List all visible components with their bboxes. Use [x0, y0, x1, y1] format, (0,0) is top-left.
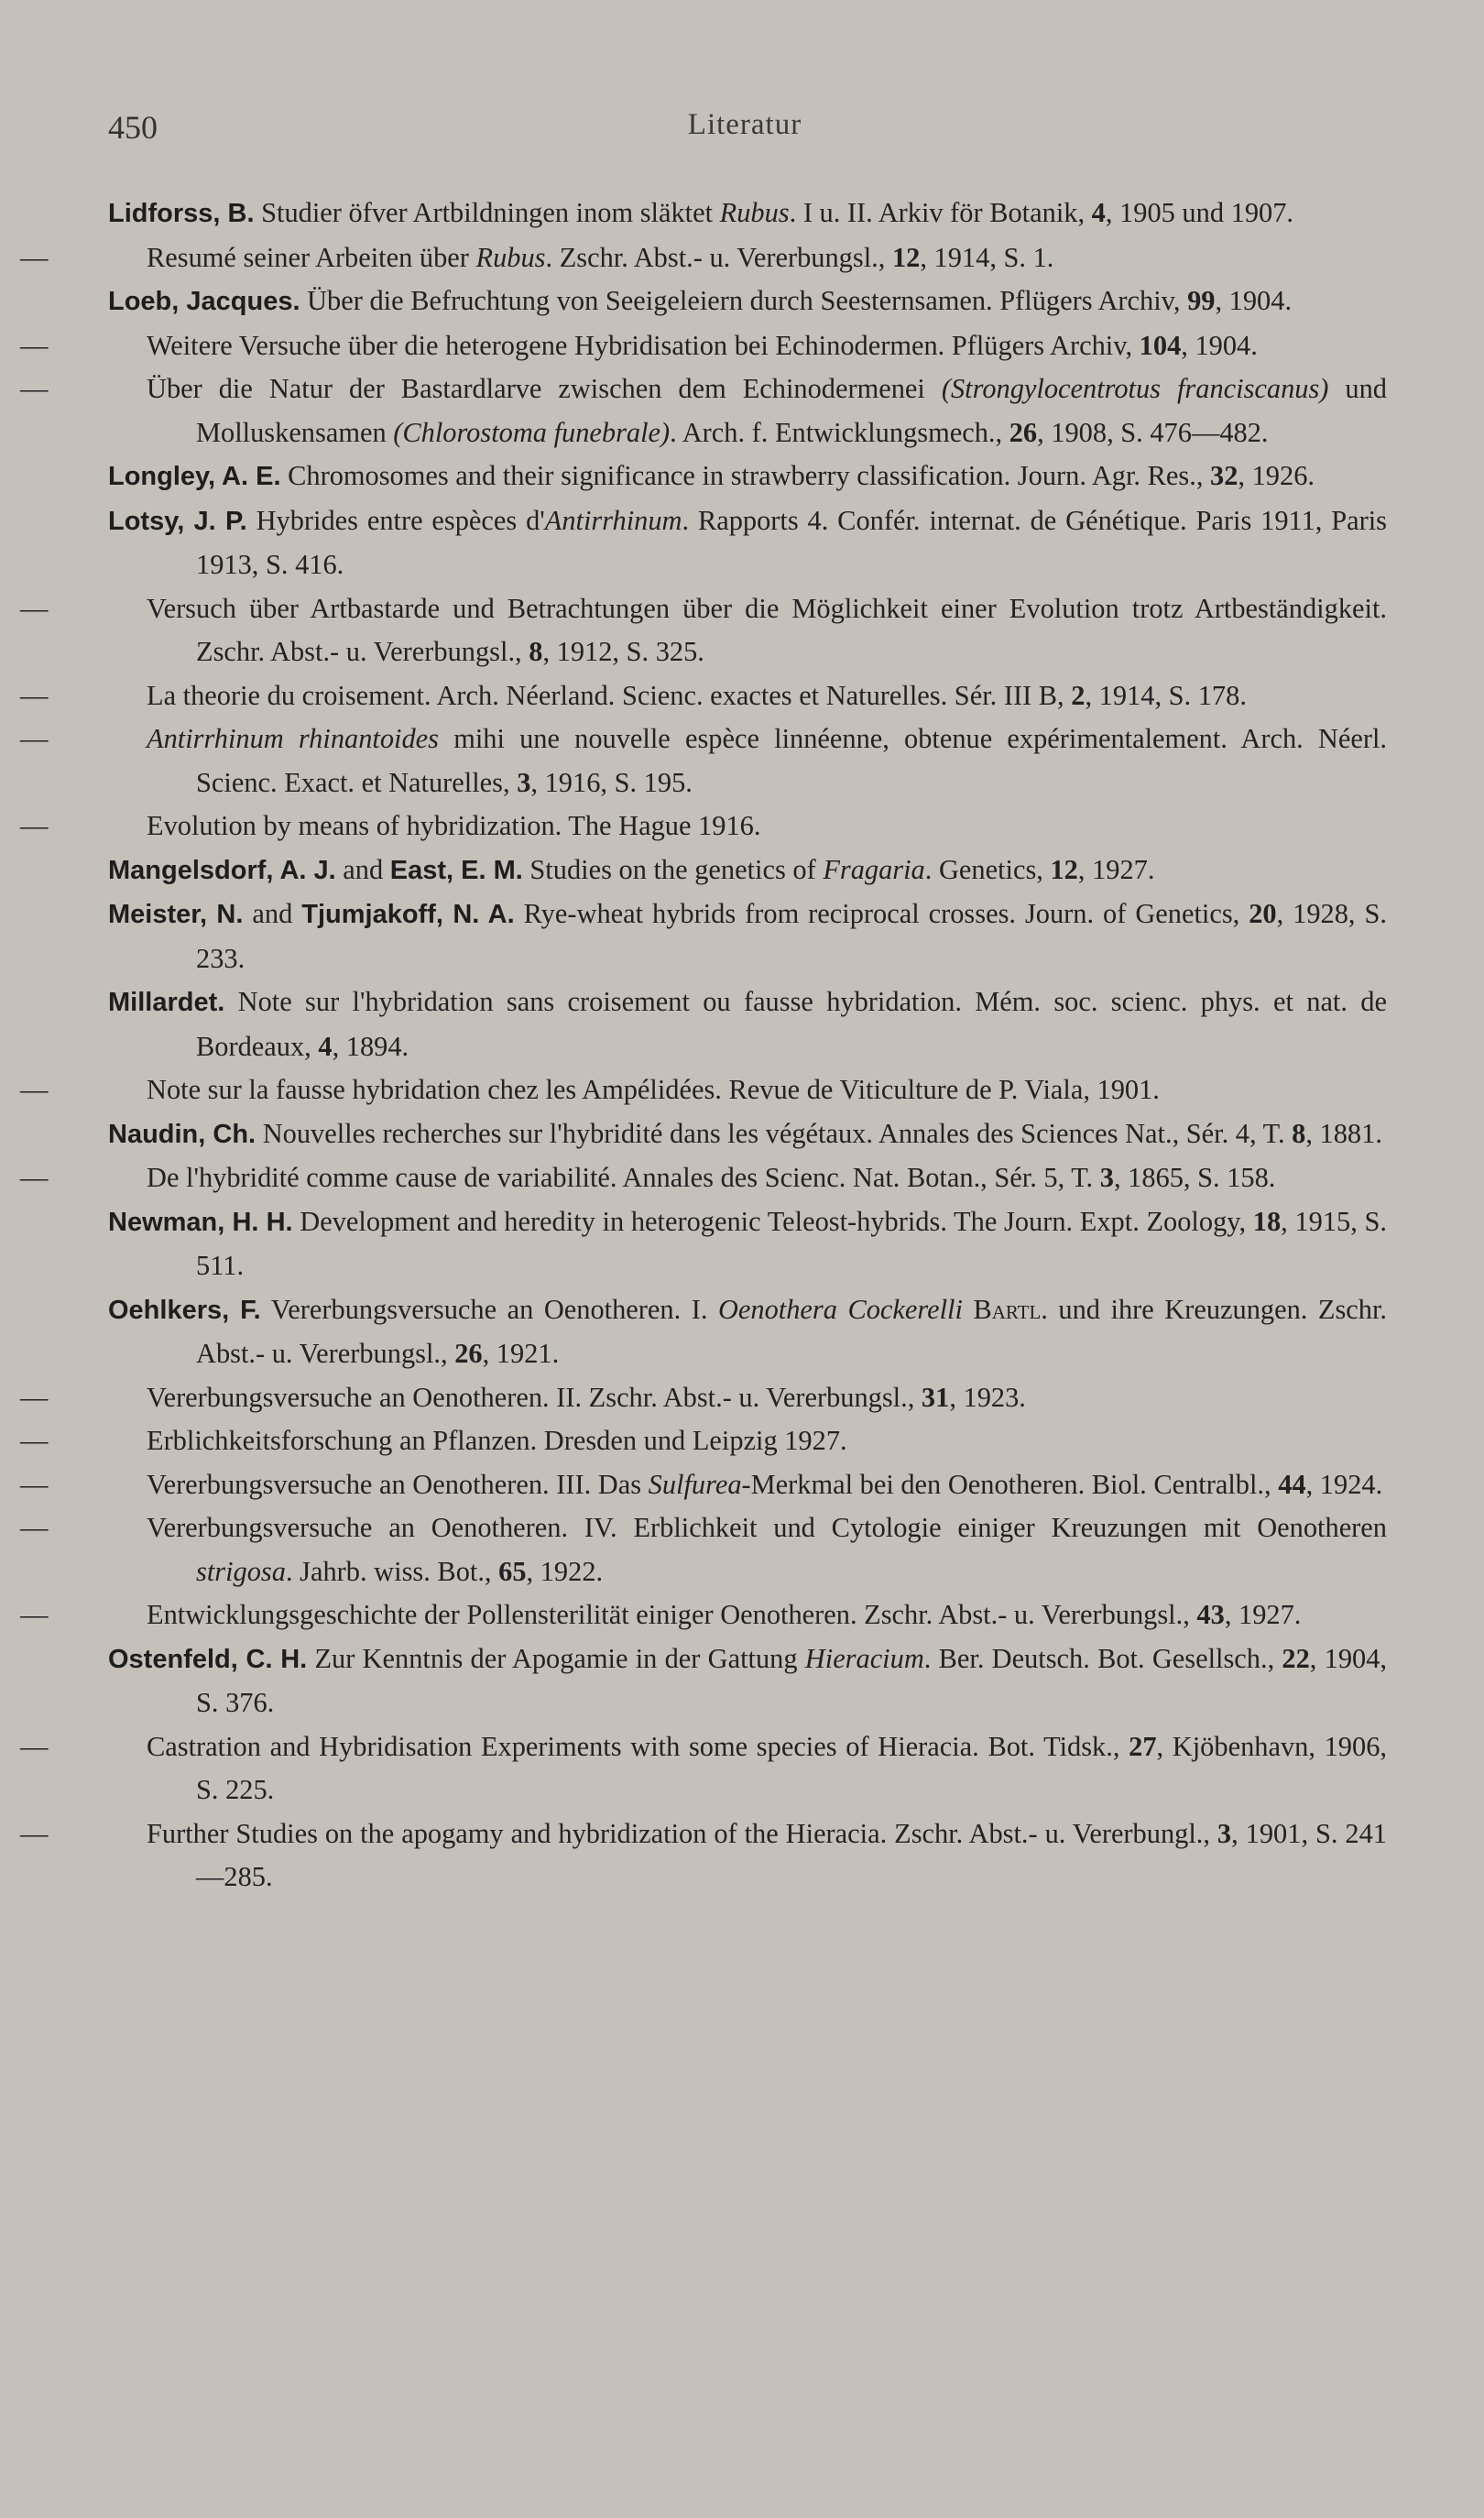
bibliography-entry — [20, 1419, 1387, 1463]
entry-text: , 1914, S. 1. — [920, 241, 1054, 273]
volume-number: 4 — [318, 1030, 333, 1062]
bibliography-entry — [108, 499, 1387, 587]
ditto-dash: — — [20, 723, 49, 754]
entry-text: . Zschr. Abst.- u. Vererbungsl., — [545, 241, 892, 273]
entry-author: Longley, A. E. — [108, 462, 281, 491]
entry-author: Loeb, Jacques. — [108, 287, 300, 316]
entry-text: , 1904. — [1215, 285, 1293, 316]
volume-number: 65 — [498, 1555, 527, 1587]
entry-text: , 1904. — [1181, 329, 1258, 361]
bibliography-entry — [108, 848, 1387, 893]
entry-text: Nouvelles recherches sur l'hybridité dans les végétaux. Annales des Sciences Nat., Sér. 4, T. — [256, 1117, 1293, 1149]
entry-text: , 1922. — [526, 1555, 604, 1587]
ditto-dash: — — [20, 1730, 49, 1762]
ditto-dash: — — [20, 1599, 49, 1630]
entry-text: , 1915, S. 511. — [196, 1205, 1388, 1281]
volume-number: 12 — [891, 241, 921, 273]
bibliography-entry — [108, 279, 1387, 324]
bibliography-entry — [108, 454, 1387, 499]
entry-text: Note sur l'hybridation sans croisement ou fausse hybridation. Mém. soc. scienc. phys. et nat. de Bordeaux, — [196, 986, 1387, 1062]
entry-text: , 1928, S. 233. — [196, 898, 1387, 974]
ditto-dash: — — [20, 1512, 49, 1543]
entry-text: , 1921. — [482, 1338, 560, 1369]
entry-text: Studies on the genetics of — [522, 853, 824, 885]
bibliography-entry — [108, 1200, 1387, 1288]
ditto-dash: — — [20, 1162, 49, 1193]
entry-text: Chromosomes and their significance in strawberry classification. Journ. Agr. Res., — [280, 460, 1211, 491]
bibliography-entry — [20, 1725, 1387, 1812]
bibliography-entry — [108, 892, 1387, 980]
ditto-dash: — — [20, 1817, 49, 1849]
entry-text: Hybrides entre espèces d' — [246, 504, 545, 536]
entry-text: Entwicklungsgeschichte der Pollensterilität einiger Oenotheren. Zschr. Abst.- u. Vererbungsl., — [147, 1599, 1197, 1630]
entry-text: . Ber. Deutsch. Bot. Gesellsch., — [923, 1642, 1282, 1674]
entry-text: Vererbungsversuche an Oenotheren. II. Zschr. Abst.- u. Vererbungsl., — [147, 1381, 922, 1413]
ditto-dash: — — [20, 810, 49, 841]
ditto-dash: — — [20, 373, 49, 404]
entry-text: Note sur la fausse hybridation chez les Ampélidées. Revue de Viticulture de P. Viala, 1901. — [147, 1074, 1160, 1105]
entry-text: Vererbungsversuche an Oenotheren. I. — [260, 1293, 718, 1325]
ditto-dash: — — [20, 241, 49, 273]
italic-title: strigosa — [196, 1555, 286, 1587]
entry-text: Development and heredity in heterogenic Teleost-hybrids. The Journ. Expt. Zoology, — [292, 1205, 1253, 1237]
entry-author: Millardet. — [108, 988, 225, 1017]
volume-number: 31 — [921, 1381, 950, 1413]
ditto-dash: — — [20, 1381, 49, 1413]
entry-text: and — [243, 898, 302, 929]
entry-text: , 1926. — [1238, 460, 1315, 491]
bibliography-entry — [108, 1288, 1387, 1376]
entry-text: Resumé seiner Arbeiten über — [147, 241, 476, 273]
entry-text: Rye-wheat hybrids from reciprocal crosses. Journ. of Genetics, — [514, 898, 1249, 929]
bibliography-entry — [20, 1812, 1388, 1899]
volume-number: 43 — [1196, 1599, 1225, 1630]
entry-text: and — [335, 853, 390, 885]
volume-number: 18 — [1252, 1205, 1282, 1237]
bibliography-list — [20, 192, 1388, 1899]
entry-text: Studier öfver Artbildningen inom släktet — [254, 197, 720, 228]
entry-author: Lidforss, B. — [108, 199, 255, 228]
page-header — [108, 108, 1381, 158]
ditto-dash: — — [20, 1425, 49, 1456]
entry-text: . Rapports 4. Confér. internat. de Génétique. Paris 1911, Paris 1913, S. 416. — [196, 504, 1388, 580]
italic-title: Sulfurea — [648, 1468, 742, 1500]
page-number: 450 — [108, 109, 158, 146]
entry-text: , 1927. — [1077, 853, 1155, 885]
bibliography-entry — [20, 1593, 1387, 1637]
entry-text: , 1914, S. 178. — [1085, 679, 1247, 711]
author-abbrev: Bartl. — [973, 1293, 1048, 1325]
entry-author: Ostenfeld, C. H. — [108, 1644, 308, 1674]
entry-text: , 1905 und 1907. — [1105, 197, 1293, 228]
entry-text: und ihre Kreuzungen. Zschr. Abst.- u. Vererbungsl., — [196, 1293, 1388, 1369]
entry-text: -Merkmal bei den Oenotheren. Biol. Centralbl., — [741, 1468, 1279, 1500]
entry-text: und Molluskensamen — [196, 373, 1388, 448]
bibliography-entry — [20, 367, 1388, 454]
entry-text: , 1881. — [1305, 1117, 1382, 1149]
entry-text: Versuch über Artbastarde und Betrachtungen über die Möglichkeit einer Evolution trotz Artbeständigkeit. Zschr. Abst.- u. Vererbungsl., — [147, 592, 1387, 667]
entry-text: . Arch. f. Entwicklungsmech., — [670, 416, 1009, 448]
bibliography-entry — [20, 1506, 1387, 1593]
entry-author: Oehlkers, F. — [108, 1295, 261, 1325]
ditto-dash: — — [20, 329, 49, 361]
entry-text: , 1904, S. 376. — [196, 1642, 1388, 1718]
italic-title: Antirrhinum — [544, 504, 682, 536]
volume-number: 22 — [1282, 1642, 1310, 1674]
entry-text: Vererbungsversuche an Oenotheren. IV. Erblichkeit und Cytologie einiger Kreuzungen mit Oenotheren — [147, 1512, 1387, 1543]
volume-number: 104 — [1139, 329, 1182, 361]
italic-title: Antirrhinum rhinantoides — [147, 723, 440, 754]
volume-number: 3 — [1099, 1162, 1114, 1193]
entry-text: , 1865, S. 158. — [1113, 1162, 1276, 1193]
entry-text: Further Studies on the apogamy and hybridization of the Hieracia. Zschr. Abst.- u. Vererbungl., — [147, 1817, 1217, 1849]
italic-title: (Strongylocentrotus franciscanus) — [941, 373, 1329, 404]
volume-number: 27 — [1129, 1730, 1157, 1762]
entry-author: Newman, H. H. — [108, 1207, 293, 1237]
bibliography-entry — [20, 674, 1387, 718]
volume-number: 8 — [1292, 1117, 1306, 1149]
bibliography-entry — [20, 1463, 1387, 1507]
entry-text: Castration and Hybridisation Experiments with some species of Hieracia. Bot. Tidsk., — [147, 1730, 1129, 1762]
volume-number: 4 — [1091, 197, 1106, 228]
entry-text: , 1924. — [1305, 1468, 1383, 1500]
entry-text: Vererbungsversuche an Oenotheren. III. Das — [147, 1468, 649, 1500]
bibliography-entry — [20, 587, 1387, 674]
ditto-dash: — — [20, 1074, 49, 1105]
entry-text: . I u. II. Arkiv för Botanik, — [789, 197, 1092, 228]
entry-text: . Genetics, — [924, 853, 1051, 885]
bibliography-entry — [20, 1376, 1387, 1420]
volume-number: 3 — [1217, 1817, 1232, 1849]
bibliography-entry — [20, 1156, 1387, 1200]
entry-author: Naudin, Ch. — [108, 1119, 256, 1149]
entry-text: , 1894. — [332, 1030, 409, 1062]
entry-text: Erblichkeitsforschung an Pflanzen. Dresden und Leipzig 1927. — [147, 1425, 847, 1456]
entry-author: Meister, N. — [108, 900, 244, 929]
bibliography-entry — [108, 1112, 1387, 1157]
entry-text: , 1912, S. 325. — [542, 636, 704, 667]
entry-text: mihi une nouvelle espèce linnéenne, obtenue expérimentalement. Arch. Néerl. Scienc. Exact. et Naturelles, — [196, 723, 1388, 798]
entry-text: , 1901, S. 241—285. — [196, 1817, 1388, 1892]
bibliography-entry — [20, 805, 1387, 848]
entry-text: La theorie du croisement. Arch. Néerland. Scienc. exactes et Naturelles. Sér. III B, — [147, 679, 1072, 711]
bibliography-entry — [20, 717, 1388, 805]
volume-number: 2 — [1071, 679, 1086, 711]
italic-title: Rubus — [475, 241, 546, 273]
volume-number: 99 — [1187, 285, 1216, 316]
entry-text — [963, 1294, 974, 1325]
italic-title: Rubus — [719, 197, 790, 228]
entry-text: Evolution by means of hybridization. The Hague 1916. — [147, 810, 761, 841]
volume-number: 26 — [1009, 416, 1038, 448]
italic-title: Oenothera Cockerelli — [717, 1293, 963, 1325]
bibliography-entry — [20, 324, 1387, 368]
co-author: East, E. M. — [389, 855, 523, 885]
running-title: Literatur — [687, 108, 802, 141]
entry-text: , 1916, S. 195. — [530, 766, 693, 798]
entry-author: Mangelsdorf, A. J. — [108, 855, 336, 885]
italic-title: Fragaria — [823, 853, 925, 885]
bibliography-entry — [20, 1068, 1387, 1112]
bibliography-entry — [20, 236, 1387, 280]
bibliography-entry — [108, 1637, 1387, 1725]
volume-number: 20 — [1249, 898, 1277, 929]
italic-title: (Chlorostoma funebrale) — [393, 416, 671, 448]
bibliography-entry — [108, 980, 1387, 1068]
volume-number: 3 — [517, 766, 531, 798]
volume-number: 8 — [529, 636, 543, 667]
entry-text: Über die Natur der Bastardlarve zwischen dem Echinodermenei — [147, 373, 942, 404]
ditto-dash: — — [20, 1468, 49, 1500]
volume-number: 44 — [1278, 1468, 1306, 1500]
volume-number: 32 — [1210, 460, 1238, 491]
co-author: Tjumjakoff, N. A. — [301, 900, 515, 929]
bibliography-entry — [108, 192, 1387, 236]
entry-text: , 1927. — [1224, 1599, 1302, 1630]
ditto-dash: — — [20, 592, 49, 624]
volume-number: 26 — [454, 1338, 483, 1369]
entry-author: Lotsy, J. P. — [108, 506, 247, 536]
ditto-dash: — — [20, 679, 49, 711]
entry-text: . Jahrb. wiss. Bot., — [285, 1555, 499, 1587]
italic-title: Hieracium — [804, 1642, 924, 1674]
entry-text: , Kjöbenhavn, 1906, S. 225. — [196, 1730, 1387, 1805]
entry-text: Über die Befruchtung von Seeigeleiern durch Seesternsamen. Pflügers Archiv, — [300, 285, 1188, 316]
entry-text: Weitere Versuche über die heterogene Hybridisation bei Echinodermen. Pflügers Archiv, — [147, 329, 1140, 361]
entry-text: , 1923. — [949, 1381, 1026, 1413]
entry-text: Zur Kenntnis der Apogamie in der Gattung — [307, 1642, 805, 1674]
entry-text: De l'hybridité comme cause de variabilité. Annales des Scienc. Nat. Botan., Sér. 5, T. — [147, 1162, 1100, 1193]
entry-text: , 1908, S. 476—482. — [1037, 416, 1269, 448]
volume-number: 12 — [1050, 853, 1078, 885]
